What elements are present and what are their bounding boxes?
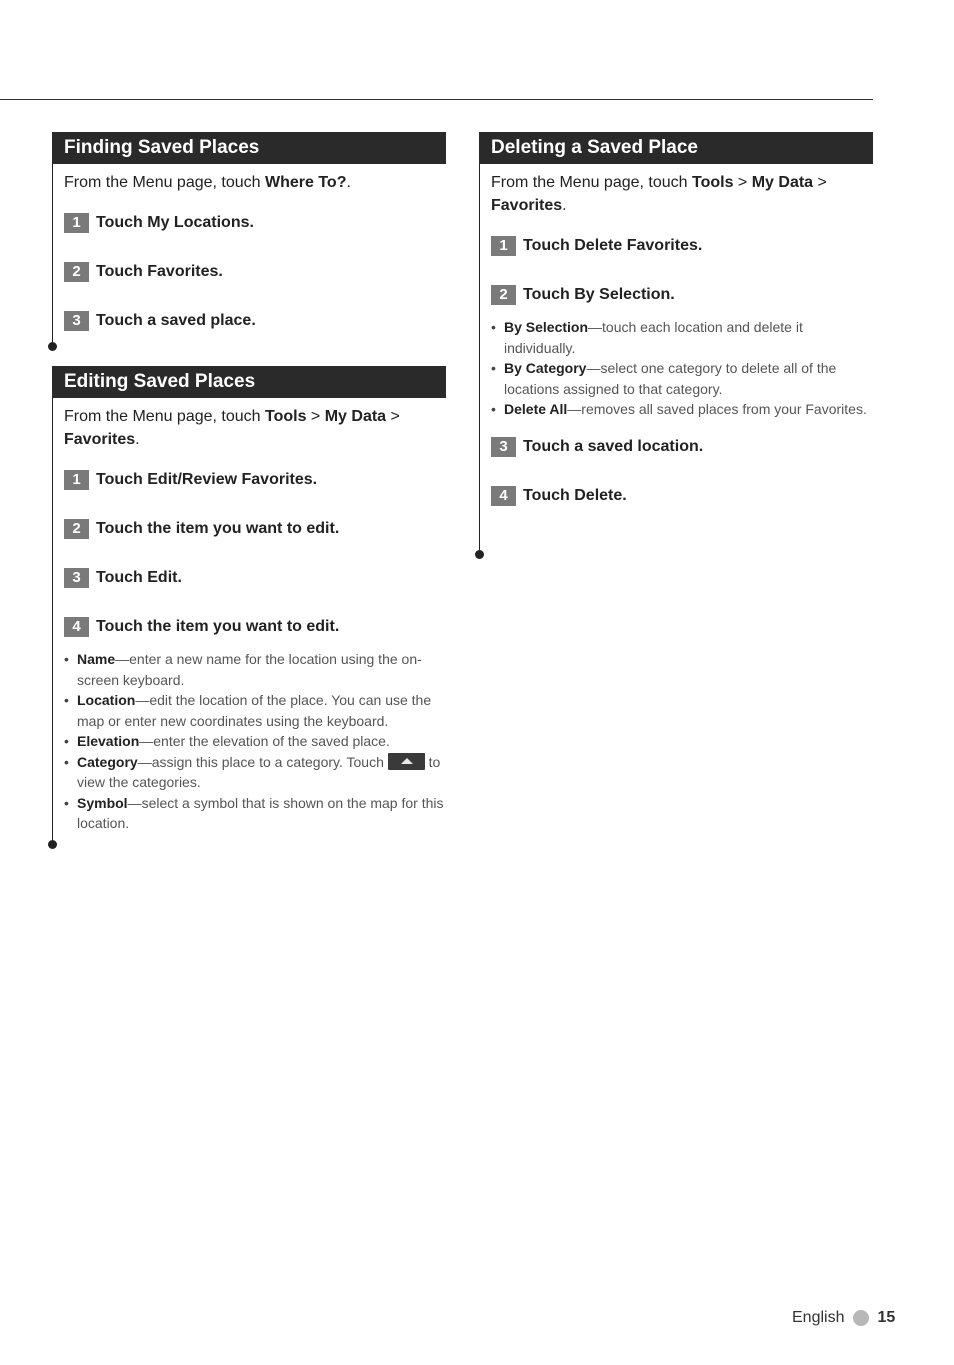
step-text: Touch My Locations. bbox=[96, 214, 254, 231]
option-desc: —select a symbol that is shown on the map for this location. bbox=[77, 794, 444, 831]
list-item bbox=[491, 399, 871, 420]
top-rule bbox=[0, 99, 873, 100]
delete-options-list bbox=[491, 317, 871, 420]
step-text: Touch Edit/Review Favorites. bbox=[96, 471, 318, 488]
step-number: 3 bbox=[64, 568, 89, 588]
right-column bbox=[479, 132, 873, 506]
list-item bbox=[64, 690, 444, 731]
step-number: 2 bbox=[64, 262, 89, 282]
intro-sep: > bbox=[733, 174, 752, 191]
intro-suffix: . bbox=[562, 197, 567, 214]
intro-sep: > bbox=[306, 408, 325, 425]
step-number: 1 bbox=[491, 236, 516, 256]
option-term: Symbol bbox=[77, 794, 128, 811]
step bbox=[64, 568, 446, 588]
deleting-body bbox=[479, 171, 873, 506]
editing-title: Editing Saved Places bbox=[52, 366, 446, 398]
option-desc: —assign this place to a category. Touch bbox=[137, 753, 388, 770]
list-item bbox=[491, 317, 871, 358]
list-item bbox=[491, 358, 871, 399]
section-end-dot bbox=[48, 840, 57, 849]
option-desc: —removes all saved places from your Favorites. bbox=[567, 401, 867, 417]
list-item bbox=[64, 731, 444, 752]
step-number: 2 bbox=[64, 519, 89, 539]
page-footer bbox=[792, 1309, 895, 1327]
intro-bold: Tools bbox=[265, 408, 307, 425]
step-text: Touch the item you want to edit. bbox=[96, 618, 340, 635]
intro-bold: Favorites bbox=[64, 431, 136, 448]
option-term: Location bbox=[77, 692, 136, 708]
deleting-intro bbox=[491, 171, 873, 217]
option-term: Name bbox=[77, 651, 116, 667]
step-number: 4 bbox=[64, 617, 89, 637]
intro-text: From the Menu page, touch bbox=[64, 408, 265, 425]
option-term: By Selection bbox=[504, 319, 589, 335]
step-number: 2 bbox=[491, 285, 516, 305]
option-desc: —edit the location of the place. You can use the map or enter new coordinates using the keyboard. bbox=[77, 692, 432, 729]
step-text: Touch a saved location. bbox=[523, 437, 704, 455]
step bbox=[491, 285, 873, 305]
step bbox=[491, 437, 873, 457]
option-desc: —select one category to delete all of the locations assigned to that category. bbox=[504, 360, 837, 397]
step bbox=[491, 486, 873, 506]
step bbox=[64, 311, 446, 331]
intro-bold: My Data bbox=[751, 174, 814, 191]
section-end-dot bbox=[48, 342, 57, 351]
step bbox=[491, 236, 873, 256]
editing-intro bbox=[64, 405, 446, 451]
deleting-title: Deleting a Saved Place bbox=[479, 132, 873, 164]
step-number: 3 bbox=[491, 437, 516, 457]
step bbox=[64, 262, 446, 282]
up-arrow-icon bbox=[388, 753, 425, 770]
finding-body bbox=[52, 171, 446, 331]
intro-bold: Favorites bbox=[491, 197, 563, 214]
step-number: 4 bbox=[491, 486, 516, 506]
intro-sep: > bbox=[813, 174, 827, 191]
intro-bold: My Data bbox=[324, 408, 387, 425]
finding-intro bbox=[64, 171, 446, 194]
left-column bbox=[52, 132, 446, 834]
intro-sep: > bbox=[386, 408, 400, 425]
option-desc: —touch each location and delete it individually. bbox=[504, 319, 803, 356]
section-end-dot bbox=[475, 550, 484, 559]
intro-text: From the Menu page, touch bbox=[491, 174, 692, 191]
step-text: Touch Delete. bbox=[523, 486, 627, 504]
step bbox=[64, 213, 446, 233]
option-desc: —enter the elevation of the saved place. bbox=[139, 733, 390, 749]
intro-suffix: . bbox=[346, 174, 351, 191]
editing-section bbox=[52, 366, 446, 834]
option-desc: —enter a new name for the location using the on-screen keyboard. bbox=[77, 651, 422, 688]
step bbox=[64, 617, 446, 637]
step bbox=[64, 519, 446, 539]
option-term: Category bbox=[77, 753, 138, 770]
option-term: Delete All bbox=[504, 401, 568, 417]
list-item bbox=[64, 649, 444, 690]
page-number: 15 bbox=[877, 1309, 896, 1326]
step-text: Touch Delete Favorites. bbox=[523, 237, 703, 254]
step-text: Touch Edit. bbox=[96, 569, 182, 586]
option-desc: to view the categories. bbox=[77, 753, 441, 790]
intro-bold: Tools bbox=[692, 174, 734, 191]
finding-title: Finding Saved Places bbox=[52, 132, 446, 164]
intro-text: From the Menu page, touch bbox=[64, 174, 265, 191]
editing-options-list bbox=[64, 649, 444, 834]
circle-icon bbox=[853, 1310, 869, 1326]
option-term: Elevation bbox=[77, 733, 140, 749]
step-number: 1 bbox=[64, 213, 89, 233]
step-number: 3 bbox=[64, 311, 89, 331]
list-item bbox=[64, 752, 444, 793]
list-item bbox=[64, 793, 444, 834]
step-text: Touch the item you want to edit. bbox=[96, 520, 340, 537]
step-number: 1 bbox=[64, 470, 89, 490]
step-text: Touch Favorites. bbox=[96, 263, 223, 280]
intro-bold: Where To? bbox=[265, 174, 347, 191]
step-text: Touch By Selection. bbox=[523, 286, 675, 303]
step bbox=[64, 470, 446, 490]
intro-suffix: . bbox=[135, 431, 140, 448]
option-term: By Category bbox=[504, 360, 587, 376]
deleting-section bbox=[479, 132, 873, 506]
footer-language: English bbox=[792, 1309, 845, 1326]
finding-section bbox=[52, 132, 446, 331]
step-text: Touch a saved place. bbox=[96, 312, 256, 329]
editing-body bbox=[52, 405, 446, 834]
